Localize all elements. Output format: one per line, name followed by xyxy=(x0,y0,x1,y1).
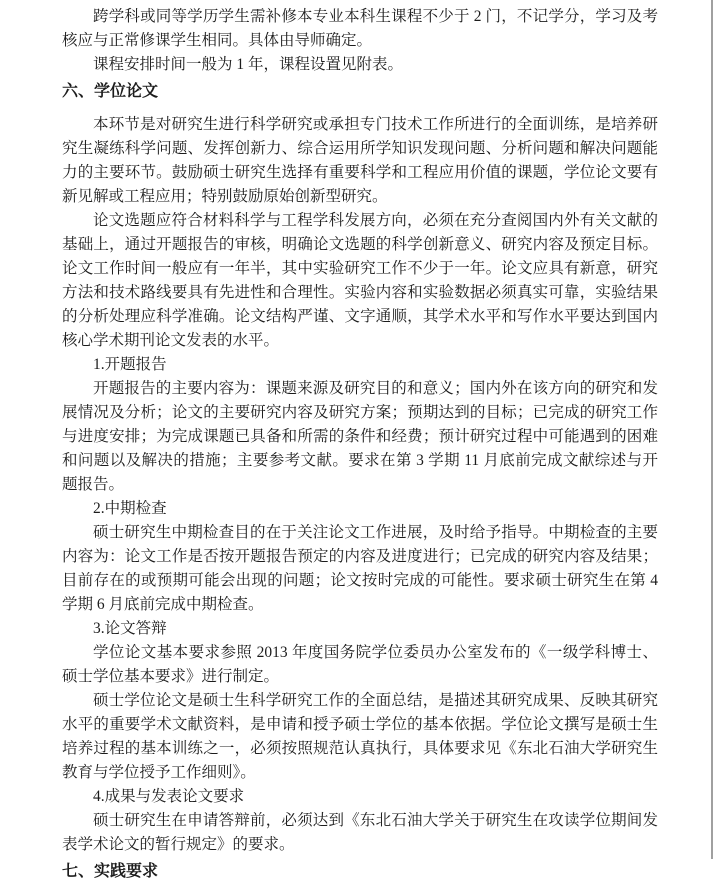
thesis-writing-paragraph: 硕士学位论文是硕士生科学研究工作的全面总结，是描述其研究成果、反映其研究水平的重要学术文献资料，是申请和授予硕士学位的基本依据。学位论文撰写是硕士生培养过程的基本训练之一，必须按照规范认真执行，具体要求见《东北石油大学研究生教育与学位授予工作细则》。 xyxy=(62,692,658,781)
midterm-content-paragraph: 硕士研究生中期检查目的在于关注论文工作进展，及时给予指导。中期检查的主要内容为：论文工作是否按开题报告预定的内容及进度进行；已完成的研究内容及结果；目前存在的或预期可能会出现的问题；论文按时完成的可能性。要求硕士研究生在第 4 学期 6 月底前完成中期检查。 xyxy=(62,524,658,613)
page-edge-divider xyxy=(711,0,713,859)
section-heading-practice: 七、实践要求 xyxy=(62,863,159,880)
item-midterm-check: 2.中期检查 xyxy=(93,500,167,517)
proposal-content-paragraph: 开题报告的主要内容为：课题来源及研究目的和意义；国内外在该方向的研究和发展情况及分析；论文的主要研究内容及研究方案；预期达到的目标；已完成的研究工作与进度安排；为完成课题已具备和所需的条件和经费；预计研究过程中可能遇到的困难和问题以及解决的措施；主要参考文献。要求在第 3 学期 11 月底前完成文献综述与开题报告。 xyxy=(62,380,658,493)
item-thesis-defense: 3.论文答辩 xyxy=(93,620,167,637)
item-publication-requirement: 4.成果与发表论文要求 xyxy=(93,788,245,805)
publication-content-paragraph: 硕士研究生在申请答辩前，必须达到《东北石油大学关于研究生在攻读学位期间发表学术论文的暂行规定》的要求。 xyxy=(62,812,658,853)
section-heading-degree-thesis: 六、学位论文 xyxy=(62,83,159,100)
defense-basis-paragraph: 学位论文基本要求参照 2013 年度国务院学位委员办公室发布的《一级学科博士、硕士学位基本要求》进行制定。 xyxy=(62,644,658,685)
thesis-overview-paragraph: 本环节是对研究生进行科学研究或承担专门技术工作所进行的全面训练，是培养研究生凝练科学问题、发挥创新力、综合运用所学知识发现问题、分析问题和解决问题能力的主要环节。鼓励硕士研究生选择有重要科学和工程应用价值的课题，学位论文要有新见解或工程应用；特别鼓励原始创新型研究。 xyxy=(62,116,658,205)
course-schedule-paragraph: 课程安排时间一般为 1 年，课程设置见附表。 xyxy=(93,56,404,73)
topic-selection-paragraph: 论文选题应符合材料科学与工程学科发展方向，必须在充分查阅国内外有关文献的基础上，通过开题报告的审核，明确论文选题的科学创新意义、研究内容及预定目标。论文工作时间一般应有一年半，其中实验研究工作不少于一年。论文应具有新意，研究方法和技术路线要具有先进性和合理性。实验内容和实验数据必须真实可靠，实验结果的分析处理应科学准确。论文结构严谨、文字通顺，其学术水平和写作水平要达到国内核心学术期刊论文发表的水平。 xyxy=(62,212,658,349)
course-makeup-paragraph: 跨学科或同等学历学生需补修本专业本科生课程不少于 2 门，不记学分，学习及考核应与正常修课学生相同。具体由导师确定。 xyxy=(62,8,658,49)
item-proposal-report: 1.开题报告 xyxy=(93,356,167,373)
